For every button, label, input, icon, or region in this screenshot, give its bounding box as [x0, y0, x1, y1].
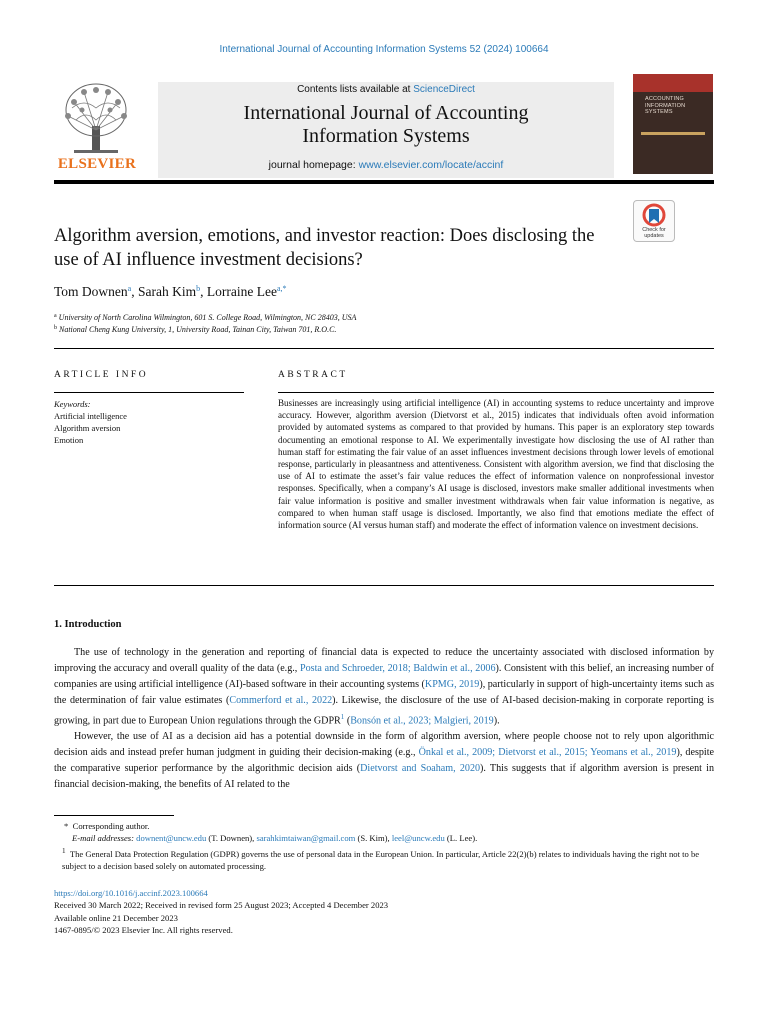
paragraph-text: The use of technology in the generation and reporting of financial data is expected to reduce the uncertainty associated with disclosed information by improving the accuracy and overall quality of the data (e.g., — [54, 647, 714, 674]
author-separator: , — [200, 284, 207, 299]
email-owner: (L. Lee). — [444, 833, 478, 844]
paragraph-text: ). Likewise, the disclosure of the use of AI-based decision-making in corporate reporting is growing, in part due to European Union regulations through the GDPR — [54, 695, 714, 727]
article-info-rule — [54, 392, 244, 393]
citation-link[interactable]: Dietvorst and Soaham, 2020 — [360, 763, 481, 775]
paragraph-text: ). — [493, 715, 500, 727]
author-affiliation-mark[interactable]: b — [196, 284, 201, 293]
author-list — [54, 284, 287, 300]
keyword-item: Artificial intelligence — [54, 411, 127, 421]
email-link[interactable]: sarahkimtaiwan@gmail.com — [256, 833, 356, 844]
cover-title: ACCOUNTING INFORMATION SYSTEMS — [645, 96, 686, 115]
email-link[interactable]: downent@uncw.edu — [136, 833, 207, 844]
paragraph-text: ), despite the comparative superior performance by the algorithmic decision aids ( — [54, 747, 715, 775]
contents-prefix: Contents lists available at — [297, 84, 414, 95]
author-separator: , — [131, 284, 138, 299]
received-dates: Received 30 March 2022; Received in revised form 25 August 2023; Accepted 4 December 2023 — [54, 900, 389, 911]
corresponding-author-note — [54, 820, 714, 832]
check-updates-label: Check for updates — [642, 227, 666, 239]
keyword-item: Emotion — [54, 435, 84, 445]
citation-link[interactable]: Commerford et al., 2022 — [229, 695, 333, 706]
email-line — [54, 832, 714, 844]
cover-strip — [633, 74, 713, 92]
paragraph-text: ). Consistent with this belief, an increasing number of companies are using artificial intelligence (AI)-based software in their accounting systems ( — [54, 663, 714, 690]
check-for-updates-badge[interactable] — [633, 200, 675, 242]
paragraph-text: However, the use of AI as a decision aid has a potential downside in the form of algorithm aversion, where people choose not to rely upon algorithmic decision aids and instead prefer human judgment in guiding their decision-making (e.g., — [54, 731, 714, 759]
affiliation-mark: b — [54, 325, 57, 331]
abstract-rule — [278, 392, 714, 393]
paragraph-text: ( — [344, 715, 351, 727]
homepage-prefix: journal homepage: — [268, 159, 359, 171]
asterisk-mark: * — [64, 821, 73, 831]
corresponding-text: Corresponding author. — [72, 821, 150, 831]
copyright: 1467-0895/© 2023 Elsevier Inc. All rights reserved. — [54, 925, 233, 936]
section-divider — [54, 348, 714, 349]
elsevier-logo — [54, 80, 140, 176]
affiliation-b — [54, 325, 336, 334]
footnote-rule — [54, 815, 174, 816]
citation-link[interactable]: Posta and Schroeder, 2018; Baldwin et al., 2006 — [300, 663, 496, 674]
author-name[interactable]: Sarah Kim — [137, 284, 197, 299]
email-owner: (S. Kim), — [355, 833, 392, 844]
journal-header-box — [158, 82, 614, 178]
available-online: Available online 21 December 2023 — [54, 912, 178, 923]
footnotes — [54, 820, 714, 872]
affiliation-text: National Cheng Kung University, 1, University Road, Tainan City, Taiwan 701, R.O.C. — [59, 325, 337, 334]
header-divider — [54, 180, 714, 184]
keywords-block — [54, 398, 127, 446]
abstract-bottom-rule — [54, 585, 714, 586]
author-affiliation-mark[interactable]: a — [127, 284, 132, 293]
contents-line — [158, 84, 614, 95]
journal-title — [158, 102, 614, 148]
homepage-link[interactable]: www.elsevier.com/locate/accinf — [358, 159, 504, 171]
author-name[interactable]: Tom Downen — [54, 284, 128, 299]
elsevier-wordmark: ELSEVIER — [57, 156, 137, 172]
article-info-heading: ARTICLE INFO — [54, 370, 149, 380]
journal-cover[interactable] — [633, 74, 713, 174]
affiliation-a — [54, 313, 356, 322]
publication-metadata — [54, 887, 714, 937]
citation-link[interactable]: Önkal et al., 2009; Dietvorst et al., 2015; Yeomans et al., 2019 — [418, 747, 677, 759]
keywords-label: Keywords: — [54, 399, 91, 409]
paragraph — [54, 729, 714, 793]
email-label: E-mail addresses: — [72, 833, 137, 844]
introduction-body — [54, 645, 714, 793]
paragraph-text: ). This suggests that if algorithm aversion is present in financial decision-making, the benefits of AI related to the — [54, 763, 714, 791]
affiliation-mark: a — [54, 313, 57, 319]
footnote-text: The General Data Protection Regulation (GDPR) governs the use of personal data in the European Union. In particular, Article 22(2)(b) relates to individuals having the right not to be subject to a decision based solely on automated processing. — [62, 848, 700, 872]
journal-reference[interactable]: International Journal of Accounting Information Systems 52 (2024) 100664 — [219, 44, 549, 55]
email-link[interactable]: leel@uncw.edu — [391, 833, 445, 844]
sciencedirect-link[interactable]: ScienceDirect — [413, 84, 475, 95]
homepage-line — [158, 159, 614, 171]
section-heading-introduction: 1. Introduction — [54, 619, 122, 630]
citation-link[interactable]: KPMG, 2019 — [424, 679, 480, 690]
journal-title-line1: International Journal of Accounting — [243, 102, 529, 124]
citation-link[interactable]: Bonsón et al., 2023; Malgieri, 2019 — [350, 715, 494, 727]
keyword-item: Algorithm aversion — [54, 423, 121, 433]
cover-band — [641, 132, 705, 135]
article-title: Algorithm aversion, emotions, and investor reaction: Does disclosing the use of AI influence investment decisions? — [54, 226, 595, 270]
footnote-1 — [54, 845, 714, 873]
affiliation-text: University of North Carolina Wilmington, 601 S. College Road, Wilmington, NC 28403, USA — [58, 313, 357, 322]
paragraph-text: ), particularly in support of high-uncertainty items such as the determination of fair value estimates ( — [54, 679, 715, 706]
email-owner: (T. Downen), — [206, 833, 257, 844]
abstract-heading: ABSTRACT — [278, 370, 348, 380]
abstract-text: Businesses are increasingly using artificial intelligence (AI) in accounting systems to reduce uncertainty and improve accuracy. However, algorithm aversion (Dietvorst et al., 2015) indicates that individuals often avoid information provided by automated systems as compared to that provided by humans. This paper is an exploratory step towards documenting an emotional response to AI. We experimentally investigate how disclosing the use of AI rather than human staff for estimating the fair value of an asset influences investment decisions through lower levels of emotional response, particularly in pleasantness and attentiveness. Consistent with algorithm aversion, we find that disclosing the use of AI to estimate the asset’s fair value reduces the effect of information valence on nonprofessional investor responses. Specifically, when a company’s AI usage is disclosed, investors make smaller additional investments when fair value information is positive and smaller investment withdrawals when fair value information is negative, as compared to when human staff usage is disclosed. Importantly, we also find that emotions mediate the effect of information source (AI versus human staff) and moderate the effect of information valence on investment decisions. — [278, 398, 714, 531]
doi-link[interactable]: https://doi.org/10.1016/j.accinf.2023.100664 — [54, 888, 208, 898]
author-name[interactable]: Lorraine Lee — [206, 284, 277, 299]
author-affiliation-mark[interactable]: a,* — [276, 284, 287, 293]
paragraph — [54, 645, 714, 729]
footnote-reference[interactable]: 1 — [340, 713, 345, 721]
footnote-number: 1 — [62, 846, 66, 855]
journal-title-line2: Information Systems — [302, 125, 470, 147]
